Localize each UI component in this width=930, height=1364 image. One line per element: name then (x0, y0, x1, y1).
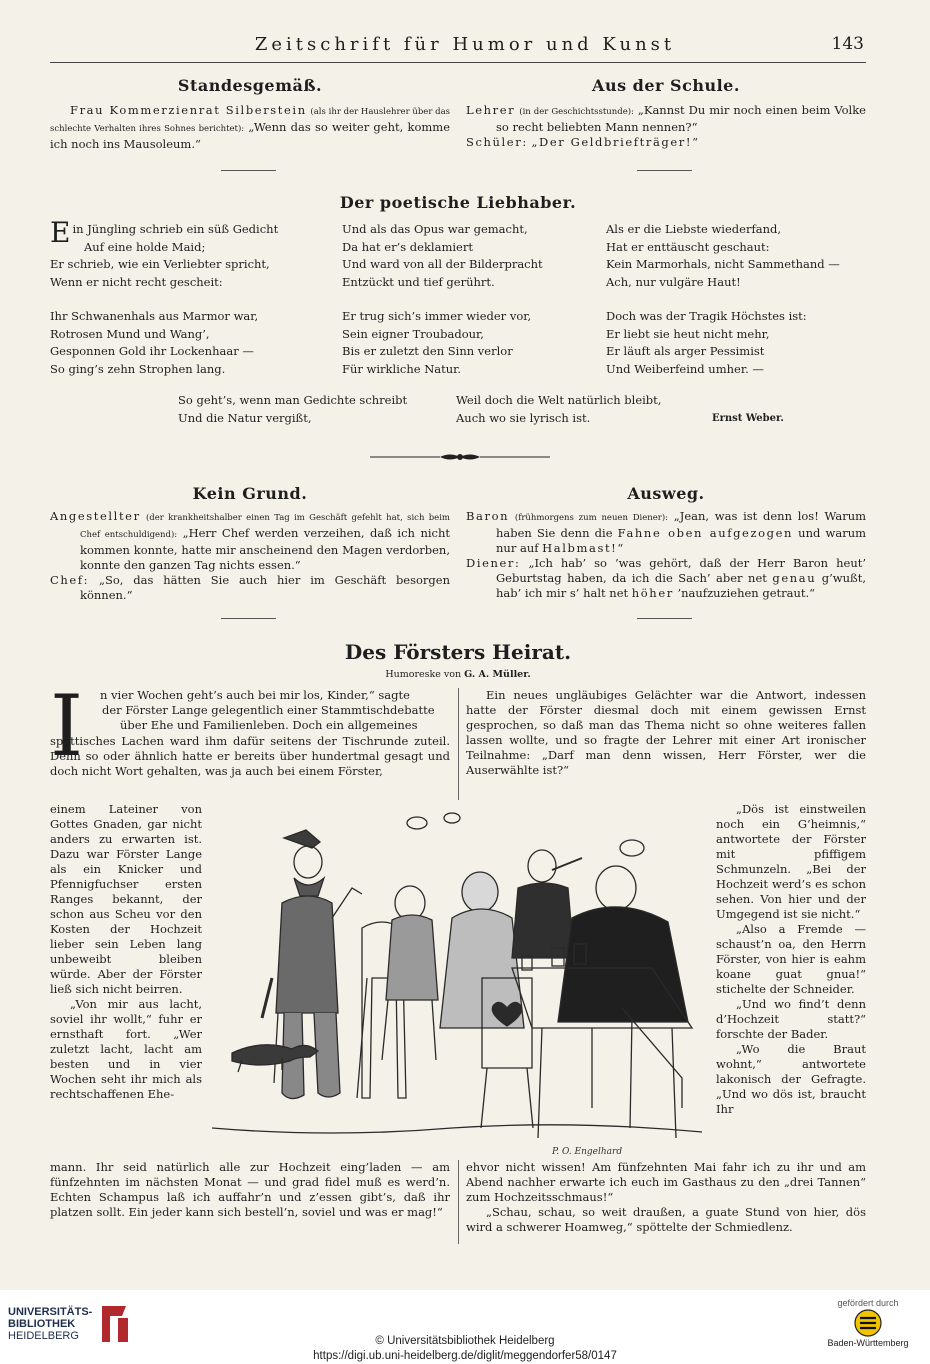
poem-line: Er läuft als arger Pessimist (606, 344, 765, 358)
running-header: Zeitschrift für Humor und Kunst (254, 34, 676, 55)
poem-column-1 (50, 216, 320, 395)
poem-line: Und ward von all der Bilderpracht (342, 257, 543, 271)
speaker-name: Diener: (466, 556, 521, 570)
poem-line: Auch wo sie lyrisch ist. (456, 410, 591, 425)
section-separator (221, 170, 276, 171)
story-right-narrow (716, 802, 866, 1117)
column-rule (458, 1160, 459, 1244)
page-number: 143 (831, 34, 864, 54)
story-paragraph: „Also a Fremde — schaust’n oa, den Herrn Förster, von hier is eahm koane guat gnua!“ stichelte der Schneider. (716, 922, 866, 996)
poem-line: Weil doch die Welt natürlich bleibt, (456, 393, 662, 407)
poem-stanza (50, 216, 320, 291)
dialogue-text: „Wenn das so weiter geht, komme ich noch ins Mausoleum.“ (50, 120, 450, 151)
anecdote-standesgemaess (50, 103, 450, 152)
story-paragraph: „Wo die Braut wohnt,“ antwortete lakonisch der Gefragte. „Und wo dös ist, braucht Ihr (716, 1042, 866, 1116)
copyright-text: © Universitätsbibliothek Heidelberg (375, 1335, 555, 1347)
poem-line: Rotrosen Mund und Wang’, (50, 326, 210, 341)
story-paragraph: einem Lateiner von Gottes Gnaden, gar nicht anders zu erwarten ist. Dazu war Förster Lange als ein Knicker und Pfennigfuchser ersten Ranges bekannt, der schon aus Scheu vor den Kosten der Hochzeit lieber sein Leben lang unbeweibt bleiben würde. Aber der Förster ließ sich nicht beirren. (50, 802, 202, 996)
story-intro (100, 688, 450, 733)
speaker-name: Baron (466, 509, 510, 523)
poem-line: Er liebt sie heut nicht mehr, (606, 326, 770, 341)
baden-wuerttemberg-crest-icon (822, 1308, 914, 1338)
dialogue-text: „Der Geldbriefträger!“ (531, 135, 700, 149)
poem-author: Ernst Weber. (712, 413, 784, 424)
poem-line: Kein Marmorhals, nicht Sammethand — (606, 257, 840, 271)
speaker-name: Chef: (50, 573, 90, 587)
section-title-schule: Aus der Schule. (592, 76, 740, 95)
story-left-narrow (50, 802, 202, 1102)
story-paragraph: „Und wo find’t denn d’Hochzeit statt?“ forschte der Bader. (716, 997, 866, 1041)
poem-stanza (606, 221, 868, 291)
poem-line: Als er die Liebste wiederfand, (606, 222, 781, 236)
section-title-ausweg: Ausweg. (627, 484, 705, 503)
anecdote-schule (466, 103, 866, 150)
speaker-name: Lehrer (466, 103, 516, 117)
story-paragraph: „Von mir aus lacht, soviel ihr wollt,“ fuhr er ernsthaft fort. „Wer zuletzt lacht, lacht am besten und in vier Wochen seht ihr mich als rechtschaffenen Ehe- (50, 997, 202, 1101)
section-separator (637, 170, 692, 171)
poem-line: Ach, nur vulgäre Haut! (606, 274, 741, 289)
story-subtitle: Humoreske von (385, 669, 462, 680)
stage-direction: (in der Geschichtsstunde): (519, 107, 634, 117)
illustration-signature: P. O. Engelhard (552, 1147, 623, 1157)
poem-line: Und die Natur vergißt, (178, 410, 312, 425)
poem-line: Für wirkliche Natur. (342, 361, 462, 376)
poem-dropcap: E (50, 216, 71, 249)
poem-line: Er schrieb, wie ein Verliebter spricht, (50, 257, 270, 271)
poem-line: Entzückt und tief gerührt. (342, 274, 495, 289)
anecdote-kein-grund (50, 509, 450, 603)
section-title-kein-grund: Kein Grund. (192, 484, 308, 503)
poem-line: So geht’s, wenn man Gedichte schreibt (178, 393, 408, 407)
speaker-name: Frau Kommerzienrat Silberstein (70, 103, 307, 117)
section-separator (637, 618, 692, 619)
poem-line: Und als das Opus war gemacht, (342, 222, 528, 236)
poem-column-3 (606, 221, 868, 395)
story-paragraph: „Dös ist einstweilen noch ein G’heimnis,“ antwortete der Förster mit pfiffigem Schmunzeln. „Bei der Hochzeit werd’s es schon sehen. Von hier und der Umgegend ist sie nicht.“ (716, 802, 866, 921)
story-right-bottom (466, 1160, 866, 1235)
dialogue-text: „Kannst Du mir noch einen beim Volke so recht beliebten Mann nennen?“ (496, 103, 866, 134)
poem-stanza (50, 308, 320, 378)
story-dropcap: I (50, 677, 84, 775)
anecdote-ausweg: Baron (frühmorgens zum neuen Diener): „Jean, was ist denn los! Warum haben Sie denn die Fahne oben aufgezogen und warum nur auf Halbmast!“ Diener: „Ich hab’ so ’was gehört, daß der Herr Baron heut’ Geburtstag haben, da ich die Sach’ aber net genau g’wußt, hab’ ich mir s’ halt net höher ’naufzuziehen getraut.“ (466, 509, 867, 600)
header-rule (50, 62, 866, 63)
poem-line: Wenn er nicht recht gescheit: (50, 274, 223, 289)
poem-line: Bis er zuletzt den Sinn verlor (342, 344, 513, 358)
stage-direction: (der krankheitshalber einen Tag im Geschäft gefehlt hat, sich beim Chef entschuldigend): (80, 513, 450, 540)
story-paragraph: ehvor nicht wissen! Am fünfzehnten Mai fahr ich zu ihr und am Abend nachher erwarte ich euch im Gasthaus zu den „drei Tannen“ zum Hochzeitsschmaus!“ (466, 1160, 866, 1204)
text-line: n vier Wochen geht’s auch bei mir los, Kinder,“ sagte (100, 688, 410, 702)
library-name-line: UNIVERSITÄTS- (8, 1306, 93, 1318)
poem-line: Sein eigner Troubadour, (342, 326, 484, 341)
text-line: der Förster Lange gelegentlich einer Stammtischdebatte (102, 703, 435, 717)
section-separator (221, 618, 276, 619)
poem-line: Er trug sich’s immer wieder vor, (342, 309, 532, 323)
poem-closing-left (178, 392, 448, 427)
stage-direction: (als ihr der Hauslehrer über das schlechte Verhalten ihres Sohnes berichtet): (50, 107, 451, 134)
poem-line: Und Weiberfeind umher. — (606, 361, 764, 376)
story-byline (50, 669, 866, 680)
poem-title: Der poetische Liebhaber. (339, 193, 577, 212)
poem-line: Gesponnen Gold ihr Lockenhaar — (50, 344, 254, 358)
story-author: G. A. Müller. (464, 669, 531, 680)
sponsor-name: Baden-Württemberg (827, 1338, 909, 1348)
speaker-name: Schüler: (466, 135, 528, 149)
stage-direction: (frühmorgens zum neuen Diener): (514, 513, 669, 523)
sponsor-label: gefördert durch (837, 1298, 899, 1308)
story-paragraph: Ein neues ungläubiges Gelächter war die Antwort, indessen hatte der Förster diesmal doch mit einem gewissen Ernst gesprochen, so daß man das Thema nicht so ohne weiteres fallen lassen wollte, und so fragte der Lehrer mit einer Art ironischer Teilnahme: „Darf man denn wissen, Herr Förster, wer die Auserwählte ist?“ (466, 688, 866, 777)
sponsor-logo[interactable] (822, 1298, 914, 1348)
section-title-standesgemaess: Standesgemäß. (177, 76, 323, 95)
poem-line: Hat er enttäuscht geschaut: (606, 239, 770, 254)
poem-stanza (606, 308, 868, 378)
poem-line: Da hat er’s deklamiert (342, 239, 473, 254)
poem-line: So ging’s zehn Strophen lang. (50, 361, 226, 376)
poem-line: Ihr Schwanenhals aus Marmor war, (50, 309, 259, 323)
story-title: Des Försters Heirat. (344, 640, 572, 664)
tavern-illustration (212, 808, 708, 1164)
story-paragraph: „Schau, schau, so weit draußen, a guate Stund von hier, dös wird a schwerer Hoamweg,“ spöttelte der Schmiedlenz. (466, 1205, 866, 1234)
story-paragraph: mann. Ihr seid natürlich alle zur Hochzeit eing’laden — am fünfzehnten im nächsten Monat — und grad fidel muß es werd’n. Echten Schampus laß ich auffahr’n und z’essen gibt’s, daß ihr platzen sollt. Ein jeder kann sich bestell’n, soviel und was er mag!“ (50, 1160, 450, 1219)
text-line: über Ehe und Familienleben. Doch ein allgemeines (120, 718, 418, 732)
library-name-line: BIBLIOTHEK (8, 1318, 76, 1330)
dialogue-text: „Herr Chef werden verzeihen, daß ich nicht kommen konnte, hatte mir anscheinend den Magen verdorben, konnte den ganzen Tag nichts essen.“ (80, 526, 450, 572)
poem-line: Ein Jüngling schrieb ein süß Gedicht (50, 216, 279, 249)
poem-stanza (342, 308, 602, 378)
library-name-line: HEIDELBERG (8, 1330, 79, 1342)
poem-stanza (342, 221, 602, 291)
poem-line: Doch was der Tragik Höchstes ist: (606, 309, 807, 323)
poem-line: Auf eine holde Maid; (84, 239, 206, 254)
story-paragraph: spöttisches Lachen ward ihm dafür seitens der Tischrunde zuteil. Denn so oder ähnlich hatte er bereits über hundertmal gesagt und doch nicht Wort gehalten, was ja auch bei einem Förster, (50, 734, 450, 778)
column-rule (458, 688, 459, 800)
source-url[interactable]: https://digi.ub.uni-heidelberg.de/diglit/meggendorfer58/0147 (313, 1350, 617, 1362)
speaker-name: Angestellter (50, 509, 141, 523)
poem-column-2 (342, 221, 602, 395)
dialogue-text: „So, das hätten Sie auch hier im Geschäft besorgen können.“ (80, 573, 451, 602)
ornament-divider-icon (370, 450, 550, 464)
poem-closing-right (456, 392, 716, 427)
